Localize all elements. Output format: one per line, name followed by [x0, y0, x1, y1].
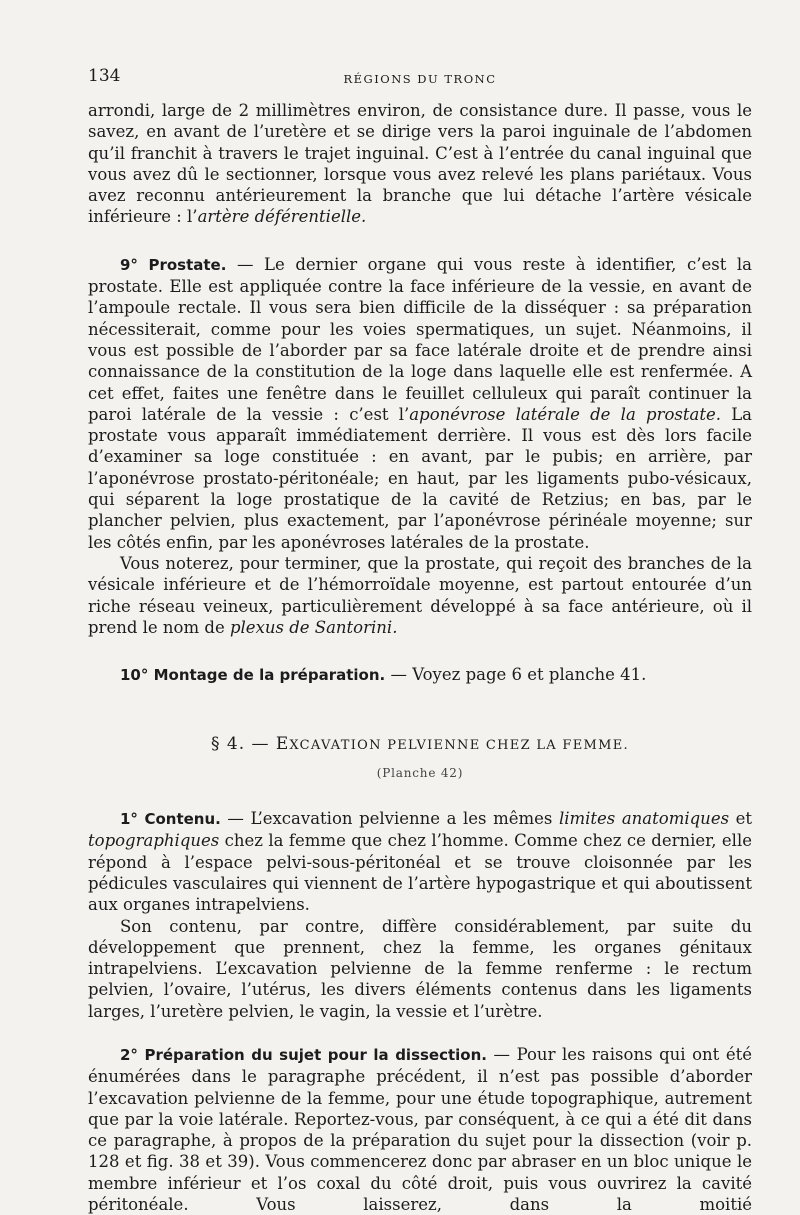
heading-contenu: 1° Contenu. — [120, 810, 221, 829]
page-body — [88, 100, 752, 1215]
paragraph-preparation: 2° Préparation du sujet pour la dissection. — Pour les raisons qui ont été énumérées dans le paragraphe précédent, il n’est pas possible d’aborder l’excavation pelvienne de la femme, pour une étude topographique, autrement que par la voie latérale. Reportez-vous, par conséquent, à ce qui a été dit dans ce paragraphe, à propos de la préparation du sujet pour la dissection (voir p. 128 et fig. 38 et 39). Vous commencerez donc par abraser en un bloc unique le membre inférieur et l’os coxal du côté droit, puis vous ouvrirez la cavité péritonéale. Vous laisserez, dans la moitié — [88, 1044, 752, 1215]
paragraph-prostate: 9° Prostate. — Le dernier organe qui vous reste à identifier, c’est la prostate. Elle est appliquée contre la face inférieure de la vessie, en avant de l’ampoule rectale. Il vous sera bien difficile de la disséquer : sa préparation nécessiterait, comme pour les voies spermatiques, un sujet. Néanmoins, il vous est possible de l’aborder par sa face latérale droite et de prendre ainsi connaissance de la constitution de la loge dans laquelle elle est renfermée. A cet effet, faites une fenêtre dans le feuillet celluleux qui paraît continuer la paroi latérale de la vessie : c’est l’aponévrose latérale de la prostate. La prostate vous apparaît immédiatement derrière. Il vous est dès lors facile d’examiner sa loge constituée : en avant, par le pubis; en arrière, par l’aponévrose prostato-péritonéale; en haut, par les ligaments pubo-vésicaux, qui séparent la loge prostatique de la cavité de Retzius; en bas, par le plancher pelvien, plus exactement, par l’aponévrose périnéale moyenne; sur les côtés enfin, par les aponévroses latérales de la prostate. — [88, 254, 753, 552]
heading-prostate: 9° Prostate. — [120, 255, 227, 274]
page-number: 134 — [88, 66, 121, 86]
paragraph-contenu: 1° Contenu. — L’excavation pelvienne a les mêmes limites anatomiques et topographiques chez la femme que chez l’homme. Comme chez ce dernier, elle répond à l’espace pelvi-sous-péritonéal et se trouve cloisonnée par les pédicules vasculaires qui viennent de l’artère hypogastrique et qui aboutissent aux organes intrapelviens. — [88, 809, 753, 915]
page-header — [88, 66, 752, 90]
paragraph-montage: 10° Montage de la préparation. — Voyez page 6 et planche 41. — [120, 665, 647, 685]
heading-preparation: 2° Préparation du sujet pour la dissection. — [120, 1045, 487, 1064]
paragraph-noterez: Vous noterez, pour terminer, que la prostate, qui reçoit des branches de la vésicale inférieure et de l’hémorroïdale moyenne, est partout entourée d’un riche réseau veineux, particulièrement développé à sa face antérieure, où il prend le nom de plexus de Santorini. — [88, 553, 752, 637]
section-heading: § 4. — EXCAVATION PELVIENNE CHEZ LA FEMME. — [211, 734, 629, 755]
heading-montage: 10° Montage de la préparation. — [120, 666, 386, 685]
paragraph-continuation: arrondi, large de 2 millimètres environ, de consistance dure. Il passe, vous le savez, en avant de l’uretère et se dirige vers la paroi inguinale de l’abdomen qu’il franchit à travers le trajet inguinal. C’est à l’entrée du canal inguinal que vous avez dû le sectionner, lorsque vous avez relevé les plans pariétaux. Vous avez reconnu antérieurement la branche que lui détache l’artère vésicale inférieure : l’artère déférentielle. — [88, 101, 752, 227]
paragraph-son-contenu: Son contenu, par contre, diffère considérablement, par suite du développement que prennent, chez la femme, les organes génitaux intrapelviens. L’excavation pelvienne de la femme renferme : le rectum pelvien, l’ovaire, l’utérus, les divers éléments contenus dans les ligaments larges, l’uretère pelvien, le vagin, la vessie et l’urètre. — [88, 916, 752, 1021]
running-title: RÉGIONS DU TRONC — [343, 72, 497, 86]
section-plate-reference: (Planche 42) — [376, 765, 464, 780]
